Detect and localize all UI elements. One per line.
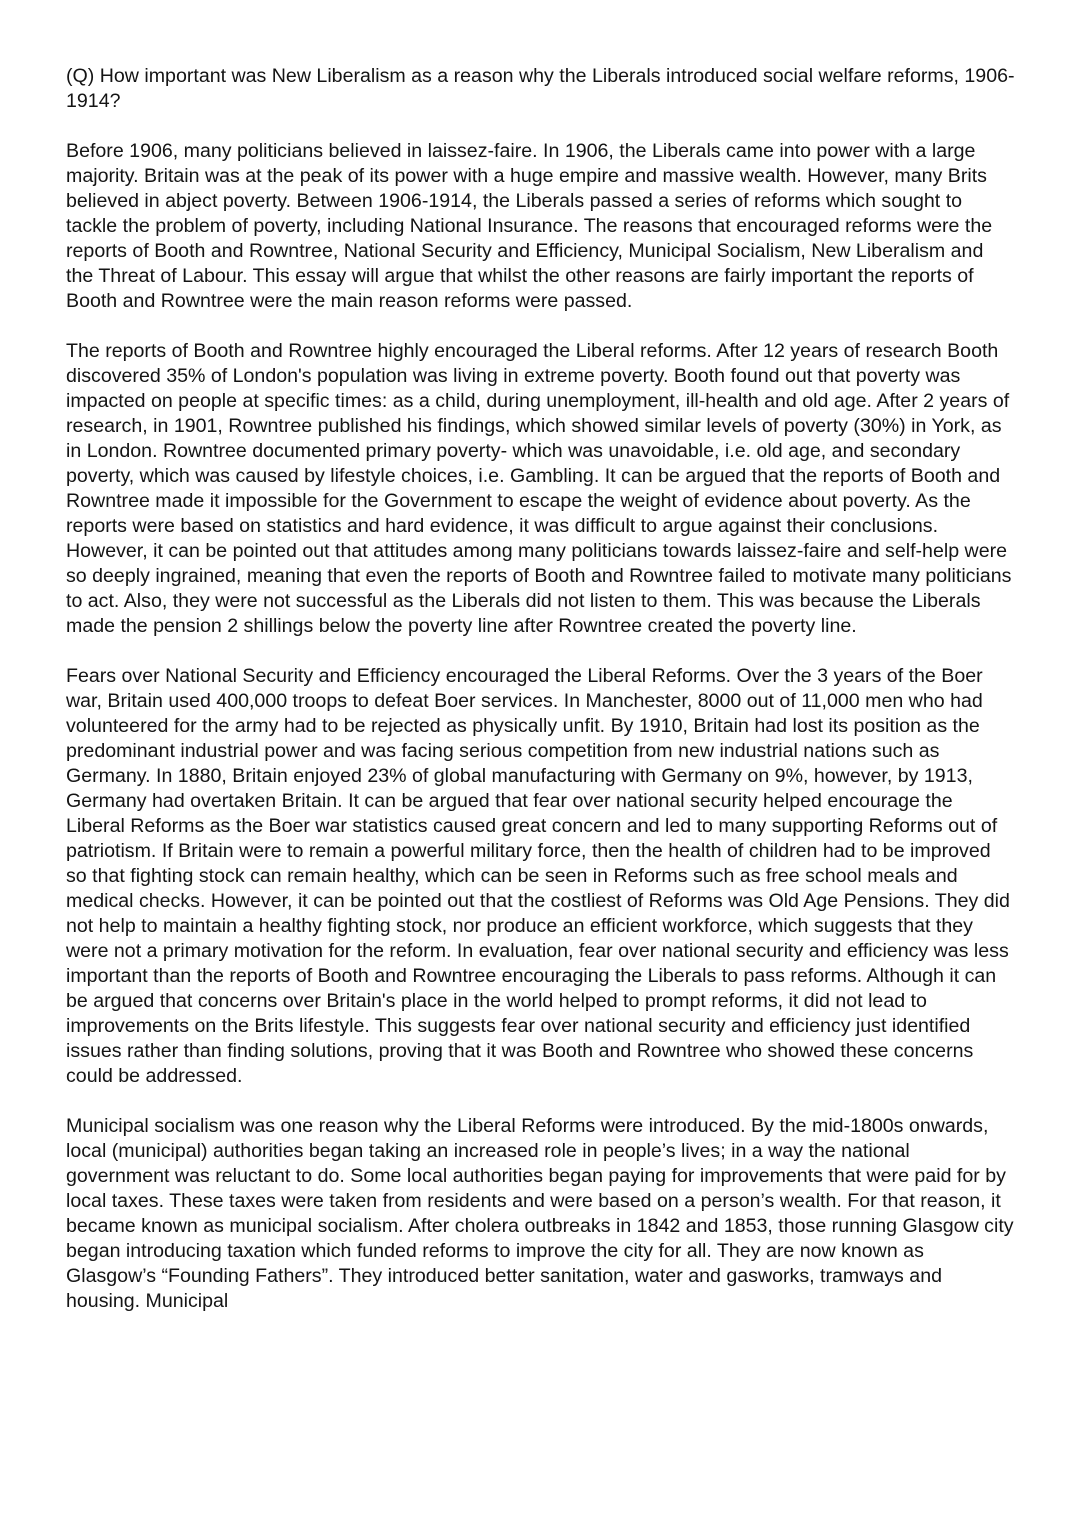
paragraph-national-security: Fears over National Security and Efficiency encouraged the Liberal Reforms. Over the 3 years of the Boer war, Britain used 400,000 troops to defeat Boer services. In Manchester, 8000 out of 11,000 men who had volunteered for the army had to be rejected as physically unfit. By 1910, Britain had lost its position as the predominant industrial power and was facing serious competition from new industrial nations such as Germany. In 1880, Britain enjoyed 23% of global manufacturing with Germany on 9%, however, by 1913, Germany had overtaken Britain. It can be argued that fear over national security helped encourage the Liberal Reforms as the Boer war statistics caused great concern and led to many supporting Reforms out of patriotism. If Britain were to remain a powerful military force, then the health of children had to be improved so that fighting stock can remain healthy, which can be seen in Reforms such as free school meals and medical checks. However, it can be pointed out that the costliest of Reforms was Old Age Pensions. They did not help to maintain a healthy fighting stock, nor produce an efficient workforce, which suggests that they were not a primary motivation for the reform. In evaluation, fear over national security and efficiency was less important than the reports of Booth and Rowntree encouraging the Liberals to pass reforms. Although it can be argued that concerns over Britain's place in the world helped to prompt reforms, it did not lead to improvements on the Brits lifestyle. This suggests fear over national security and efficiency just identified issues rather than finding solutions, proving that it was Booth and Rowntree who showed these concerns could be addressed. (66, 665, 1010, 1087)
essay-question: (Q) How important was New Liberalism as a reason why the Liberals introduced social welfare reforms, 1906-1914? (66, 65, 1015, 112)
paragraph-municipal-socialism: Municipal socialism was one reason why the Liberal Reforms were introduced. By the mid-1800s onwards, local (municipal) authorities began taking an increased role in people’s lives; in a way the national government was reluctant to do. Some local authorities began paying for improvements that were paid for by local taxes. These taxes were taken from residents and were based on a person’s wealth. For that reason, it became known as municipal socialism. After cholera outbreaks in 1842 and 1853, those running Glasgow city began introducing taxation which funded reforms to improve the city for all. They are now known as Glasgow’s “Founding Fathers”. They introduced better sanitation, water and gasworks, tramways and housing. Municipal (66, 1115, 1014, 1312)
paragraph-booth-rowntree: The reports of Booth and Rowntree highly encouraged the Liberal reforms. After 12 years of research Booth discovered 35% of London's population was living in extreme poverty. Booth found out that poverty was impacted on people at specific times: as a child, during unemployment, ill-health and old age. After 2 years of research, in 1901, Rowntree published his findings, which showed similar levels of poverty (30%) in York, as in London. Rowntree documented primary poverty- which was unavoidable, i.e. old age, and secondary poverty, which was caused by lifestyle choices, i.e. Gambling. It can be argued that the reports of Booth and Rowntree made it impossible for the Government to escape the weight of evidence about poverty. As the reports were based on statistics and hard evidence, it was difficult to argue against their conclusions. However, it can be pointed out that attitudes among many politicians towards laissez-faire and self-help were so deeply ingrained, meaning that even the reports of Booth and Rowntree failed to motivate many politicians to act. Also, they were not successful as the Liberals did not listen to them. This was because the Liberals made the pension 2 shillings below the poverty line after Rowntree created the poverty line. (66, 340, 1012, 637)
paragraph-introduction: Before 1906, many politicians believed in laissez-faire. In 1906, the Liberals came into power with a large majority. Britain was at the peak of its power with a huge empire and massive wealth. However, many Brits believed in abject poverty. Between 1906-1914, the Liberals passed a series of reforms which sought to tackle the problem of poverty, including National Insurance. The reasons that encouraged reforms were the reports of Booth and Rowntree, National Security and Efficiency, Municipal Socialism, New Liberalism and the Threat of Labour. This essay will argue that whilst the other reasons are fairly important the reports of Booth and Rowntree were the main reason reforms were passed. (66, 140, 993, 312)
essay-page (66, 64, 1016, 1314)
